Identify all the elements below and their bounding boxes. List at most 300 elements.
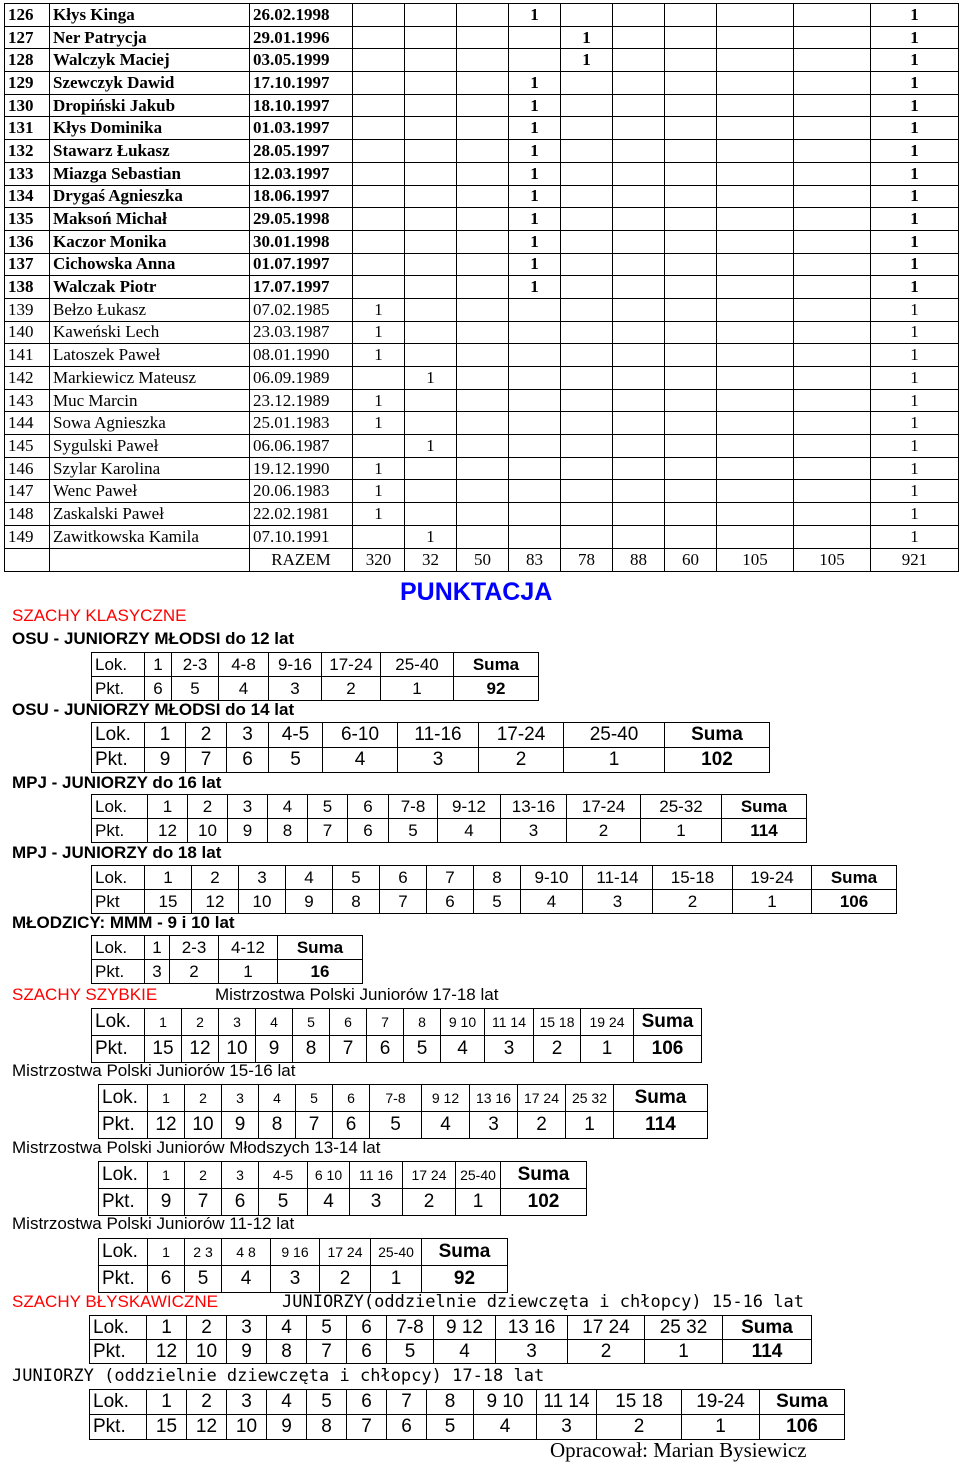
points-cell: 6 <box>427 890 474 914</box>
suma-label: Suma <box>665 723 770 748</box>
points-cell: 1 <box>733 890 812 914</box>
lok-label: Lok. <box>92 936 145 960</box>
points-cell: 1 <box>581 1036 634 1063</box>
category-cell <box>353 49 405 72</box>
category-cell <box>613 367 665 390</box>
player-name: Stawarz Łukasz <box>50 140 250 163</box>
points-table <box>98 1238 508 1293</box>
totals-row <box>5 548 959 571</box>
row-number: 134 <box>5 185 50 208</box>
placement-cell: 3 <box>227 1390 267 1415</box>
points-row <box>92 748 770 773</box>
category-cell <box>717 208 794 231</box>
category-cell <box>353 26 405 49</box>
placement-cell: 4 <box>286 866 333 890</box>
category-cell <box>353 140 405 163</box>
section-heading: SZACHY KLASYCZNE <box>12 606 187 625</box>
row-number: 130 <box>5 94 50 117</box>
points-cell: 12 <box>148 1112 185 1139</box>
points-cell: 2 <box>320 1266 371 1293</box>
category-cell <box>665 298 717 321</box>
category-cell <box>457 298 509 321</box>
placement-cell: 7 <box>367 1009 404 1036</box>
player-name: Wenc Paweł <box>50 480 250 503</box>
row-number: 136 <box>5 230 50 253</box>
category-cell <box>717 117 794 140</box>
placement-cell: 3 <box>222 1085 259 1112</box>
placement-cell: 9 10 <box>474 1390 537 1415</box>
category-cell <box>613 26 665 49</box>
category-cell <box>405 208 457 231</box>
razem-value: 105 <box>717 548 794 571</box>
row-total: 1 <box>871 412 959 435</box>
category-cell: 1 <box>405 525 457 548</box>
table-row <box>5 253 959 276</box>
row-number: 148 <box>5 503 50 526</box>
category-cell <box>457 480 509 503</box>
category-cell <box>457 457 509 480</box>
placement-cell: 1 <box>145 936 170 960</box>
points-cell: 3 <box>501 819 567 843</box>
player-name: Walczyk Maciej <box>50 49 250 72</box>
placement-cell: 7-8 <box>370 1085 422 1112</box>
points-cell: 12 <box>182 1036 219 1063</box>
placement-cell: 1 <box>148 1162 185 1189</box>
category-cell <box>561 72 613 95</box>
points-cell: 4 <box>434 1340 496 1364</box>
category-cell <box>561 162 613 185</box>
section-heading: SZACHY BŁYSKAWICZNE <box>12 1292 218 1311</box>
table-row <box>5 72 959 95</box>
table-row <box>5 457 959 480</box>
points-cell: 1 <box>645 1340 723 1364</box>
placement-cell: 3 <box>222 1162 259 1189</box>
category-cell <box>665 435 717 458</box>
section-heading: MPJ - JUNIORZY do 18 lat <box>12 843 222 862</box>
placement-cell: 9 10 <box>441 1009 485 1036</box>
placement-cell: 4 <box>259 1085 296 1112</box>
points-cell: 10 <box>187 1340 227 1364</box>
points-cell: 2 <box>534 1036 581 1063</box>
points-cell: 2 <box>653 890 733 914</box>
pkt-label: Pkt. <box>92 677 145 701</box>
placement-cell: 1 <box>148 1239 185 1266</box>
birth-date: 17.07.1997 <box>250 276 353 299</box>
placement-cell: 4 8 <box>222 1239 271 1266</box>
placement-cell: 2-3 <box>170 936 219 960</box>
category-cell <box>717 94 794 117</box>
points-table <box>91 794 807 843</box>
category-cell <box>457 276 509 299</box>
placement-cell: 2-3 <box>172 653 219 677</box>
category-cell <box>405 26 457 49</box>
player-name: Sygulski Paweł <box>50 435 250 458</box>
row-total: 1 <box>871 298 959 321</box>
points-cell: 8 <box>307 1415 347 1440</box>
category-cell <box>613 94 665 117</box>
birth-date: 22.02.1981 <box>250 503 353 526</box>
birth-date: 17.10.1997 <box>250 72 353 95</box>
category-cell <box>665 389 717 412</box>
points-cell: 2 <box>597 1415 682 1440</box>
category-cell <box>353 208 405 231</box>
player-name: Sowa Agnieszka <box>50 412 250 435</box>
placement-cell: 2 <box>186 723 227 748</box>
category-cell: 1 <box>509 208 561 231</box>
pkt-label: Pkt. <box>99 1112 148 1139</box>
category-cell <box>457 525 509 548</box>
points-table <box>91 935 363 984</box>
category-cell <box>561 435 613 458</box>
placement-cell: 3 <box>228 795 268 819</box>
category-cell <box>613 457 665 480</box>
punktacja-title: PUNKTACJA <box>400 578 553 606</box>
category-cell <box>794 389 871 412</box>
placement-cell: 25-40 <box>381 653 454 677</box>
category-cell <box>794 49 871 72</box>
points-cell: 5 <box>404 1036 441 1063</box>
category-cell <box>509 344 561 367</box>
points-cell: 5 <box>389 819 438 843</box>
category-cell <box>717 276 794 299</box>
placement-cell: 6 <box>348 795 389 819</box>
category-cell <box>561 140 613 163</box>
row-number: 149 <box>5 525 50 548</box>
placement-cell: 6 10 <box>308 1162 350 1189</box>
points-cell: 4 <box>438 819 501 843</box>
points-cell: 8 <box>267 1340 307 1364</box>
points-cell: 4 <box>441 1036 485 1063</box>
category-cell <box>405 117 457 140</box>
category-cell <box>561 389 613 412</box>
category-cell <box>794 140 871 163</box>
razem-label: RAZEM <box>250 548 353 571</box>
category-cell <box>457 4 509 27</box>
row-total: 1 <box>871 276 959 299</box>
points-cell: 6 <box>148 1266 185 1293</box>
razem-value: 60 <box>665 548 717 571</box>
row-total: 1 <box>871 389 959 412</box>
section-heading: Mistrzostwa Polski Juniorów Młodszych 13-14 lat <box>12 1138 381 1157</box>
placement-cell: 8 <box>427 1390 474 1415</box>
placement-cell: 5 <box>308 795 348 819</box>
category-cell <box>794 72 871 95</box>
category-cell <box>717 503 794 526</box>
category-cell <box>717 344 794 367</box>
category-cell <box>613 525 665 548</box>
placement-cell: 2 <box>185 1085 222 1112</box>
placement-cell: 19 24 <box>581 1009 634 1036</box>
points-row <box>92 819 807 843</box>
row-number: 139 <box>5 298 50 321</box>
category-cell <box>405 253 457 276</box>
suma-label: Suma <box>422 1239 508 1266</box>
category-cell <box>717 230 794 253</box>
points-cell: 3 <box>350 1189 403 1216</box>
category-cell <box>561 503 613 526</box>
category-cell <box>665 276 717 299</box>
row-total: 1 <box>871 435 959 458</box>
category-cell <box>613 298 665 321</box>
category-cell <box>717 412 794 435</box>
table-row <box>5 367 959 390</box>
category-cell <box>794 367 871 390</box>
placement-cell: 13 16 <box>470 1085 518 1112</box>
category-cell <box>457 162 509 185</box>
category-cell <box>509 503 561 526</box>
points-row <box>99 1112 708 1139</box>
placement-cell: 2 <box>187 1390 227 1415</box>
points-table <box>91 865 897 914</box>
lok-label: Lok. <box>92 1009 145 1036</box>
points-cell: 6 <box>145 677 172 701</box>
birth-date: 06.06.1987 <box>250 435 353 458</box>
points-cell: 5 <box>172 677 219 701</box>
player-name: Szewczyk Dawid <box>50 72 250 95</box>
placement-row <box>92 653 539 677</box>
placement-cell: 5 <box>296 1085 333 1112</box>
suma-value: 16 <box>278 960 363 984</box>
player-name: Kłys Kinga <box>50 4 250 27</box>
birth-date: 29.01.1996 <box>250 26 353 49</box>
points-table <box>91 1008 702 1063</box>
points-cell: 7 <box>296 1112 333 1139</box>
category-cell: 1 <box>509 230 561 253</box>
lok-label: Lok. <box>99 1085 148 1112</box>
player-name: Ner Patrycja <box>50 26 250 49</box>
points-cell: 1 <box>564 748 665 773</box>
placement-cell: 5 <box>307 1316 347 1340</box>
section-subheading: JUNIORZY(oddzielnie dziewczęta i chłopcy) 15-16 lat <box>282 1292 804 1312</box>
row-total: 1 <box>871 480 959 503</box>
player-name: Markiewicz Mateusz <box>50 367 250 390</box>
category-cell <box>794 412 871 435</box>
player-name: Muc Marcin <box>50 389 250 412</box>
points-cell: 9 <box>145 748 186 773</box>
table-row <box>5 49 959 72</box>
razem-value: 78 <box>561 548 613 571</box>
points-cell: 8 <box>268 819 308 843</box>
points-cell: 5 <box>185 1266 222 1293</box>
category-cell <box>405 412 457 435</box>
category-cell <box>561 457 613 480</box>
placement-row <box>90 1390 845 1415</box>
suma-value: 92 <box>454 677 539 701</box>
placement-cell: 8 <box>404 1009 441 1036</box>
category-cell <box>794 26 871 49</box>
suma-label: Suma <box>614 1085 708 1112</box>
points-cell: 12 <box>148 819 188 843</box>
placement-cell: 11 16 <box>350 1162 403 1189</box>
placement-cell: 2 <box>192 866 239 890</box>
points-cell: 3 <box>485 1036 534 1063</box>
category-cell <box>457 321 509 344</box>
category-cell <box>509 480 561 503</box>
category-cell <box>405 72 457 95</box>
category-cell <box>794 162 871 185</box>
birth-date: 08.01.1990 <box>250 344 353 367</box>
category-cell <box>717 140 794 163</box>
category-cell <box>794 94 871 117</box>
points-row <box>90 1340 812 1364</box>
category-cell <box>561 298 613 321</box>
placement-cell: 25-40 <box>456 1162 501 1189</box>
category-cell: 1 <box>353 503 405 526</box>
category-cell <box>613 276 665 299</box>
placement-cell: 3 <box>227 723 269 748</box>
category-cell <box>353 525 405 548</box>
placement-cell: 11-16 <box>398 723 479 748</box>
suma-value: 106 <box>634 1036 702 1063</box>
suma-value: 106 <box>812 890 897 914</box>
category-cell: 1 <box>509 162 561 185</box>
points-row <box>99 1189 587 1216</box>
category-cell <box>561 94 613 117</box>
category-cell: 1 <box>353 344 405 367</box>
category-cell: 1 <box>561 26 613 49</box>
category-cell <box>509 435 561 458</box>
placement-cell: 6 <box>347 1316 387 1340</box>
pkt-label: Pkt. <box>90 1415 147 1440</box>
category-cell <box>665 208 717 231</box>
row-total: 1 <box>871 117 959 140</box>
points-cell: 10 <box>188 819 228 843</box>
category-cell: 1 <box>353 389 405 412</box>
points-cell: 9 <box>286 890 333 914</box>
table-row <box>5 4 959 27</box>
placement-cell: 25 32 <box>645 1316 723 1340</box>
placement-cell: 9 16 <box>271 1239 320 1266</box>
points-cell: 7 <box>186 748 227 773</box>
row-number: 126 <box>5 4 50 27</box>
placement-cell: 17 24 <box>518 1085 566 1112</box>
points-table <box>89 1389 845 1440</box>
category-cell <box>794 298 871 321</box>
category-cell: 1 <box>405 367 457 390</box>
category-cell <box>717 480 794 503</box>
razem-value: 32 <box>405 548 457 571</box>
section-heading: Mistrzostwa Polski Juniorów 11-12 lat <box>12 1214 295 1233</box>
category-cell <box>717 321 794 344</box>
category-cell <box>405 503 457 526</box>
player-name: Kaweński Lech <box>50 321 250 344</box>
category-cell <box>561 253 613 276</box>
category-cell <box>717 49 794 72</box>
row-total: 1 <box>871 49 959 72</box>
category-cell <box>613 162 665 185</box>
row-total: 1 <box>871 344 959 367</box>
placement-cell: 17-24 <box>479 723 564 748</box>
category-cell <box>665 94 717 117</box>
points-cell: 6 <box>227 748 269 773</box>
suma-value: 114 <box>614 1112 708 1139</box>
points-cell: 9 <box>227 1340 267 1364</box>
row-total: 1 <box>871 321 959 344</box>
points-cell: 4 <box>219 677 269 701</box>
category-cell <box>405 94 457 117</box>
row-number: 132 <box>5 140 50 163</box>
points-cell: 7 <box>307 1340 347 1364</box>
category-cell <box>665 367 717 390</box>
placement-cell: 9-12 <box>438 795 501 819</box>
placement-cell: 1 <box>148 1085 185 1112</box>
points-cell: 1 <box>219 960 278 984</box>
category-cell <box>665 253 717 276</box>
lok-label: Lok. <box>92 723 145 748</box>
birth-date: 25.01.1983 <box>250 412 353 435</box>
points-cell: 1 <box>456 1189 501 1216</box>
category-cell <box>457 253 509 276</box>
points-cell: 3 <box>145 960 170 984</box>
category-cell <box>509 321 561 344</box>
row-total: 1 <box>871 72 959 95</box>
category-cell <box>613 480 665 503</box>
table-row <box>5 298 959 321</box>
player-name: Zawitkowska Kamila <box>50 525 250 548</box>
category-cell <box>509 525 561 548</box>
category-cell <box>794 185 871 208</box>
row-number: 147 <box>5 480 50 503</box>
pkt-label: Pkt. <box>90 1340 147 1364</box>
placement-cell: 1 <box>145 1009 182 1036</box>
row-total: 1 <box>871 162 959 185</box>
pkt-label: Pkt. <box>99 1266 148 1293</box>
pkt-label: Pkt. <box>99 1189 148 1216</box>
row-number: 143 <box>5 389 50 412</box>
section-heading: Mistrzostwa Polski Juniorów 15-16 lat <box>12 1061 296 1080</box>
category-cell <box>405 389 457 412</box>
points-cell: 4 <box>521 890 583 914</box>
points-cell: 6 <box>387 1415 427 1440</box>
placement-cell: 1 <box>145 866 192 890</box>
placement-cell: 15 18 <box>534 1009 581 1036</box>
category-cell <box>794 230 871 253</box>
points-row <box>92 960 363 984</box>
category-cell: 1 <box>509 117 561 140</box>
placement-cell: 2 <box>187 1316 227 1340</box>
pkt-label: Pkt. <box>92 960 145 984</box>
placement-cell: 6 <box>330 1009 367 1036</box>
lok-label: Lok. <box>99 1162 148 1189</box>
category-cell: 1 <box>509 185 561 208</box>
category-cell <box>509 389 561 412</box>
category-cell <box>561 412 613 435</box>
category-cell <box>353 72 405 95</box>
table-row <box>5 389 959 412</box>
placement-row <box>99 1162 587 1189</box>
row-total: 1 <box>871 140 959 163</box>
points-cell: 15 <box>147 1415 187 1440</box>
points-cell: 10 <box>239 890 286 914</box>
category-cell <box>561 4 613 27</box>
category-cell <box>457 117 509 140</box>
category-cell <box>353 435 405 458</box>
category-cell: 1 <box>405 435 457 458</box>
category-cell <box>717 298 794 321</box>
razem-value: 50 <box>457 548 509 571</box>
category-cell <box>665 321 717 344</box>
category-cell <box>794 503 871 526</box>
category-cell <box>353 230 405 253</box>
suma-label: Suma <box>723 1316 812 1340</box>
category-cell <box>794 208 871 231</box>
placement-cell: 9 12 <box>422 1085 470 1112</box>
empty-cell <box>5 548 50 571</box>
row-total: 1 <box>871 457 959 480</box>
points-cell: 4 <box>308 1189 350 1216</box>
row-number: 144 <box>5 412 50 435</box>
points-cell: 3 <box>537 1415 597 1440</box>
